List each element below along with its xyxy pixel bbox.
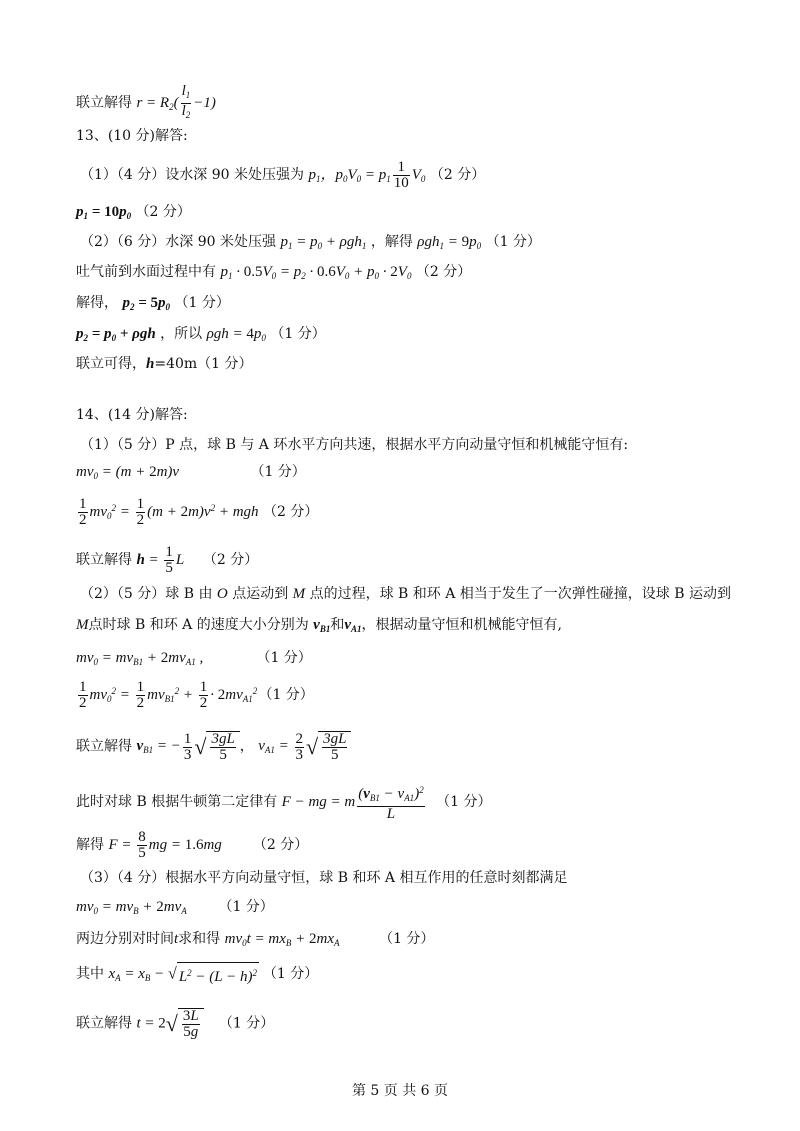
- heading-q14: 14、(14 分)解答:: [76, 407, 188, 423]
- formula-rgh1: $\rho gh_1 = 9p_0$: [417, 234, 482, 251]
- formula-h: h = $\frac{1}{5}$ L: [136, 544, 185, 576]
- formula-p1: $p_1$，$p_0V_0 = p_1$ $\frac{1}{10}$ $V_0$: [308, 159, 426, 191]
- line-07: 解得， $p_2 = 5p_0$ （1 分）: [76, 295, 230, 312]
- formula-t: t = 2√ $\frac{3L}{5g}$: [136, 1008, 214, 1040]
- formula-exhale: $p_1 \cdot 0.5V_0 = p_2 \cdot 0.6V_0 + p_0 \cdot 2V_0$: [220, 264, 412, 281]
- formula-r: $r = R_2$( $\frac{l_1}{l_2}$ −1): [136, 83, 216, 120]
- line-24: 两边分别对时间t求和得 $mv_0t = mx_B + 2mx_A$ （1 分）: [76, 929, 434, 953]
- symbol-vB1: $v_{B1}$: [313, 617, 331, 634]
- heading-q13: 13、(10 分)解答:: [76, 128, 188, 144]
- line-11: （1）（5 分）P 点，球 B 与 A 环水平方向共速，根据水平方向动量守恒和机械能守恒有:: [80, 437, 629, 453]
- line-09: 联立可得，h=40m（1 分）: [76, 356, 253, 372]
- formula-energy-1: $\frac{1}{2}$ $mv_0^2$ = $\frac{1}{2}$ $(m + 2m)v^2$ + mgh: [79, 496, 259, 528]
- line-15: （2）（5 分）球 B 由 O 点运动到 M 点的过程，球 B 和环 A 相当于发生了一次弹性碰撞，设球 B 运动到: [80, 586, 731, 602]
- formula-vB1: $v_{B1}$ = − $\frac{1}{3}$ √ $\frac{3gL}{5}$: [136, 738, 239, 754]
- line-08: $p_2 = p_0 + \rho gh$ ，所以 $\rho gh = 4p_0$ （1 分）: [76, 326, 326, 343]
- line-21: 解得 F = $\frac{8}{5}$ mg = 1.6mg （2 分）: [76, 829, 309, 861]
- formula-rgh: $\rho gh = 4p_0$: [206, 326, 266, 343]
- line-23: $mv_0 = mv_B + 2mv_A$ （1 分）: [76, 897, 274, 921]
- line-14: 联立解得 h = $\frac{1}{5}$ L （2 分）: [76, 544, 259, 576]
- line-19: 联立解得 $v_{B1}$ = − $\frac{1}{3}$ √ $\frac{3gL}{5}$ ， $v_{A1}$ = $\frac{2}{3}$ √ $\frac{3gL}{5}$: [76, 731, 351, 763]
- line-25: 其中 $x_A = x_B$ − √ $L^2 - (L - h)^2$ （1 分）: [76, 962, 318, 988]
- formula-pressure: $p_1 = p_0 + \rho gh_1$: [280, 234, 367, 251]
- symbol-vA1: $v_{A1}$: [344, 617, 362, 634]
- page-footer: 第 5 页 共 6 页: [351, 1083, 449, 1099]
- line-06: 吐气前到水面过程中有 $p_1 \cdot 0.5V_0 = p_2 \cdot 0.6V_0 + p_0 \cdot 2V_0$ （2 分）: [76, 264, 472, 281]
- formula-F: F = $\frac{8}{5}$ mg = 1.6mg: [108, 829, 222, 861]
- formula-p2: $p_2 = 5p_0$: [122, 295, 171, 312]
- line-18: $\frac{1}{2}$ $mv_0^2$ = $\frac{1}{2}$ $mv_{B1}^2$ + $\frac{1}{2}$ · $2mv_{A1}^2$ （1 分）: [76, 680, 314, 711]
- formula-vA1: $v_{A1}$ = $\frac{2}{3}$ √ $\frac{3gL}{5}$: [258, 738, 351, 754]
- line-16: M点时球 B 和环 A 的速度大小分别为 $v_{B1}$和$v_{A1}$，根据动量守恒和机械能守恒有,: [76, 617, 562, 634]
- line-01: 联立解得 $r = R_2$( $\frac{l_1}{l_2}$ −1): [76, 83, 216, 120]
- line-05: （2）（6 分）水深 90 米处压强 $p_1 = p_0 + \rho gh_1$ ，解得 $\rho gh_1 = 9p_0$ （1 分）: [80, 234, 541, 251]
- formula-momentum-1: $mv_0 = (m + 2m)v$: [76, 464, 180, 481]
- line-22: （3）（4 分）根据水平方向动量守恒，球 B 和环 A 相互作用的任意时刻都满足: [80, 870, 568, 886]
- formula-momentum-3: $mv_0 = mv_B + 2mv_A$: [76, 899, 187, 916]
- formula-xA: $x_A = x_B$ − √ $L^2 - (L - h)^2$: [108, 962, 258, 988]
- line-13: $\frac{1}{2}$ $mv_0^2$ = $\frac{1}{2}$ $(m + 2m)v^2$ + mgh （2 分）: [76, 497, 318, 528]
- line-12: $mv_0 = (m + 2m)v$ （1 分）: [76, 462, 306, 486]
- formula-sum: $mv_0t = mx_B + 2mx_A$: [224, 931, 340, 948]
- formula-p1-result: $p_1 = 10p_0$: [76, 204, 132, 221]
- formula-newton: F − mg = m $\frac{(v_{B1} - v_{A1})^2}{L}$: [281, 785, 424, 822]
- line-04: $p_1 = 10p_0$ （2 分）: [76, 204, 191, 221]
- line-26: 联立解得 t = 2√ $\frac{3L}{5g}$ （1 分）: [76, 1008, 275, 1040]
- line-17: $mv_0 = mv_{B1} + 2mv_{A1}$ , （1 分）: [76, 648, 312, 672]
- formula-energy-2: $\frac{1}{2}$ $mv_0^2$ = $\frac{1}{2}$ $mv_{B1}^2$ + $\frac{1}{2}$ · $2mv_{A1}^2$: [79, 679, 258, 711]
- formula-p2-def: $p_2 = p_0 + \rho gh$: [76, 326, 156, 343]
- line-20: 此时对球 B 根据牛顿第二定律有 F − mg = m $\frac{(v_{B1} - v_{A1})^2}{L}$ （1 分）: [76, 785, 492, 822]
- line-03: （1）（4 分）设水深 90 米处压强为 $p_1$，$p_0V_0 = p_1$ $\frac{1}{10}$ $V_0$ （2 分）: [80, 159, 486, 191]
- formula-momentum-2: $mv_0 = mv_{B1} + 2mv_{A1}$ ,: [76, 650, 204, 667]
